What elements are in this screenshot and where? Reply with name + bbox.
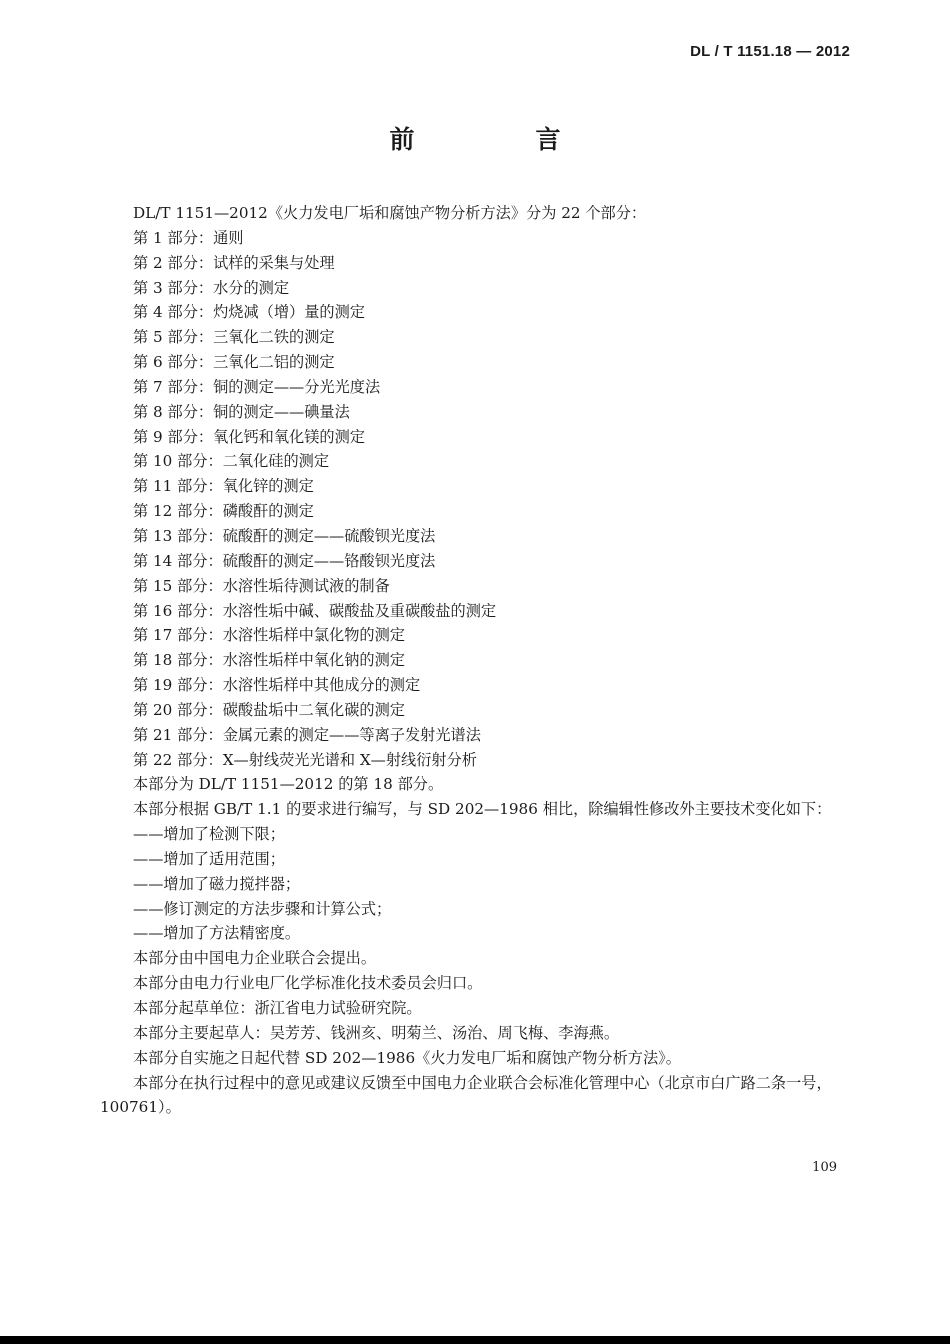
paragraph: 第 5 部分：三氧化二铁的测定 — [133, 328, 335, 347]
paragraph: 第 13 部分：硫酸酐的测定——硫酸钡光度法 — [133, 526, 436, 545]
paragraph: 第 18 部分：水溶性垢样中氧化钠的测定 — [133, 651, 405, 670]
paragraph: 本部分主要起草人：吴芳芳、钱洲亥、明菊兰、汤治、周飞梅、李海燕。 — [133, 1023, 619, 1042]
page-title: 前 言 — [389, 125, 609, 154]
bottom-edge-bar — [0, 1336, 950, 1344]
paragraph: 第 11 部分：氧化锌的测定 — [133, 477, 314, 496]
paragraph: DL/T 1151—2012《火力发电厂垢和腐蚀产物分析方法》分为 22 个部分： — [133, 204, 647, 222]
standard-code: DL / T 1151.18 — 2012 — [690, 43, 850, 60]
paragraph: 第 7 部分：铜的测定——分光光度法 — [133, 377, 381, 396]
paragraph: 本部分由电力行业电厂化学标准化技术委员会归口。 — [133, 974, 483, 993]
foreword-body — [100, 201, 852, 1120]
paragraph: ——增加了适用范围； — [133, 849, 285, 868]
paragraph: 第 10 部分：二氧化硅的测定 — [133, 452, 330, 471]
paragraph: 本部分由中国电力企业联合会提出。 — [133, 949, 376, 968]
paragraph: ——增加了方法精密度。 — [133, 924, 301, 943]
paragraph: 第 16 部分：水溶性垢中碱、碳酸盐及重碳酸盐的测定 — [133, 601, 497, 620]
paragraph: 第 15 部分：水溶性垢待测试液的制备 — [133, 576, 390, 595]
paragraph: 第 3 部分：水分的测定 — [133, 278, 290, 297]
paragraph: ——增加了磁力搅拌器； — [133, 874, 301, 893]
paragraph: 本部分为 DL/T 1151—2012 的第 18 部分。 — [133, 775, 444, 794]
paragraph: 第 14 部分：硫酸酐的测定——铬酸钡光度法 — [133, 551, 436, 570]
page-number: 109 — [812, 1160, 837, 1175]
paragraph: 第 20 部分：碳酸盐垢中二氧化碳的测定 — [133, 700, 405, 719]
paragraph: 第 12 部分：磷酸酐的测定 — [133, 502, 314, 521]
paragraph: 第 19 部分：水溶性垢样中其他成分的测定 — [133, 676, 421, 695]
paragraph: 第 6 部分：三氧化二铝的测定 — [133, 353, 335, 372]
paragraph: 本部分在执行过程中的意见或建议反馈至中国电力企业联合会标准化管理中心（北京市白广路二条一号，100761）。 — [100, 1073, 832, 1117]
paragraph: ——增加了检测下限； — [133, 825, 285, 844]
paragraph: 本部分根据 GB/T 1.1 的要求进行编写，与 SD 202—1986 相比，除编辑性修改外主要技术变化如下： — [133, 800, 832, 819]
paragraph: 第 22 部分：X—射线荧光光谱和 X—射线衍射分析 — [133, 750, 477, 769]
paragraph: 第 21 部分：金属元素的测定——等离子发射光谱法 — [133, 725, 481, 744]
paragraph: ——修订测定的方法步骤和计算公式； — [133, 899, 392, 918]
paragraph: 第 9 部分：氧化钙和氧化镁的测定 — [133, 427, 365, 446]
paragraph: 第 4 部分：灼烧减（增）量的测定 — [133, 303, 365, 322]
paragraph: 本部分起草单位：浙江省电力试验研究院。 — [133, 999, 422, 1017]
paragraph: 第 17 部分：水溶性垢样中氯化物的测定 — [133, 626, 405, 645]
paragraph: 第 1 部分：通则 — [133, 228, 244, 247]
paragraph: 第 2 部分：试样的采集与处理 — [133, 253, 335, 272]
paragraph: 本部分自实施之日起代替 SD 202—1986《火力发电厂垢和腐蚀产物分析方法》。 — [133, 1048, 681, 1067]
paragraph: 第 8 部分：铜的测定——碘量法 — [133, 402, 350, 421]
